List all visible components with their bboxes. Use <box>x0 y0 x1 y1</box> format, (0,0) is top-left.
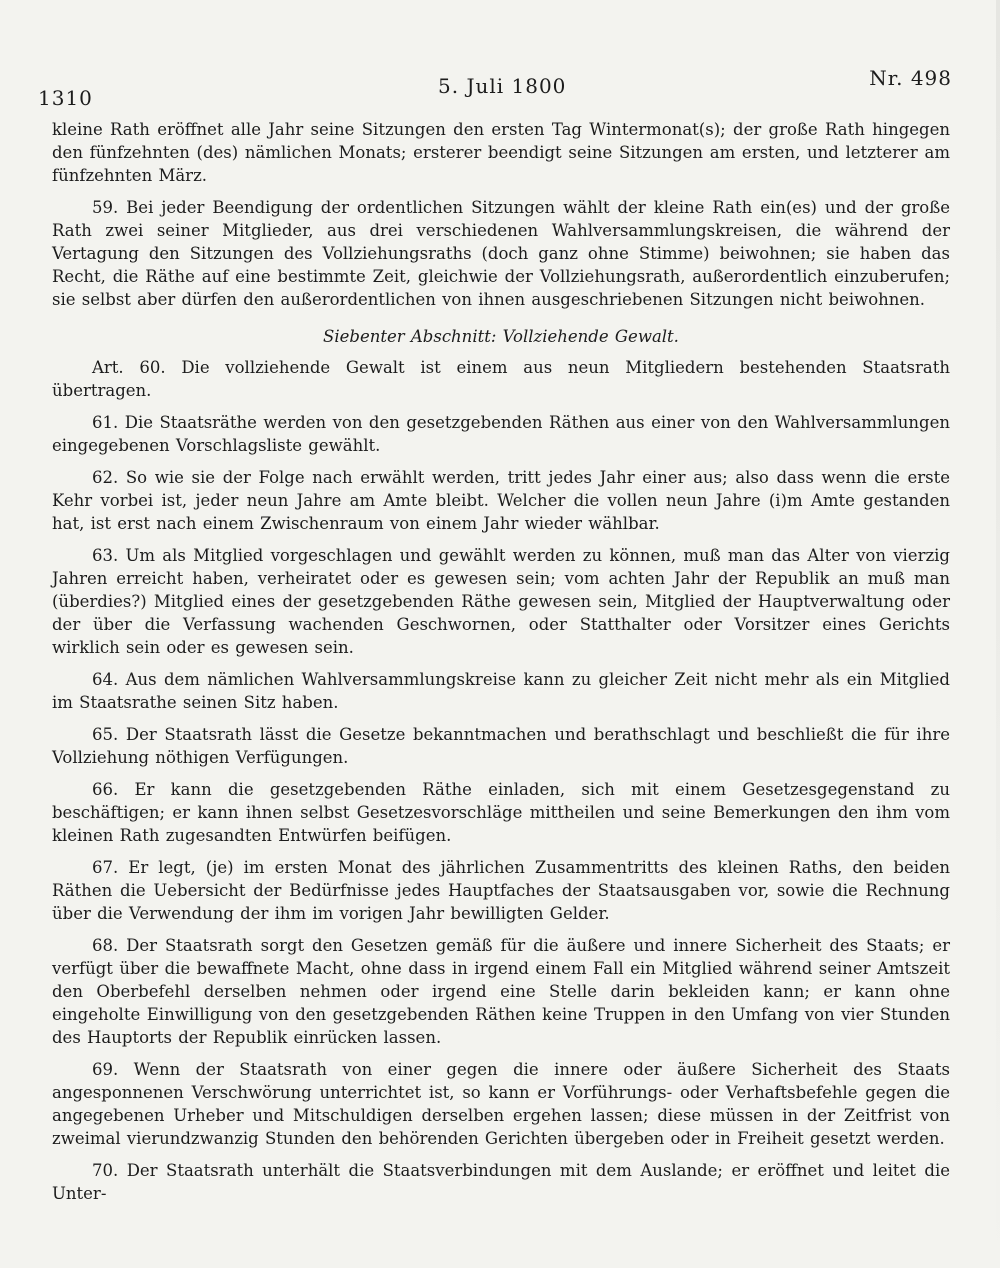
paragraph-art-70: 70. Der Staatsrath unterhält die Staatsverbindungen mit dem Auslande; er eröffnet und leitet die Unter- <box>52 1161 950 1203</box>
paragraph-art-61: 61. Die Staatsräthe werden von den gesetzgebenden Räthen aus einer von den Wahlversammlungen eingegebenen Vorschlagsliste gewählt. <box>52 413 950 455</box>
paragraph-art-68: 68. Der Staatsrath sorgt den Gesetzen gemäß für die äußere und innere Sicherheit des Staats; er verfügt über die bewaffnete Macht, ohne dass in irgend einem Fall ein Mitglied während seiner Amtszeit den Oberbefehl derselben nehmen oder irgend eine Stelle darin bekleiden kann; er kann ohne eingeholte Einwilligung von den gesetzgebenden Räthen keine Truppen in den Umfang von vier Stunden des Hauptorts der Republik einrücken lassen. <box>52 936 950 1047</box>
document-body <box>52 118 950 1214</box>
document-number: Nr. 498 <box>869 66 952 90</box>
paragraph-art-60: Art. 60. Die vollziehende Gewalt ist einem aus neun Mitgliedern bestehenden Staatsrath übertragen. <box>52 358 950 400</box>
paragraph-art-69: 69. Wenn der Staatsrath von einer gegen die innere oder äußere Sicherheit des Staats angesponnenen Verschwörung unterrichtet ist, so kann er Vorführungs- oder Verhaftsbefehle gegen die angegebenen Urheber und Mitschuldigen derselben ergehen lassen; diese müssen in der Zeitfrist von zweimal vierundzwanzig Stunden den behörenden Gerichten übergeben oder in Freiheit gesetzt werden. <box>52 1060 950 1148</box>
paragraph-art-64: 64. Aus dem nämlichen Wahlversammlungskreise kann zu gleicher Zeit nicht mehr als ein Mitglied im Staatsrathe seinen Sitz haben. <box>52 670 950 712</box>
paragraph-art-67: 67. Er legt, (je) im ersten Monat des jährlichen Zusammentritts des kleinen Raths, den beiden Räthen die Uebersicht der Bedürfnisse jedes Hauptfaches der Staatsausgaben vor, sowie die Rechnung über die Verwendung der ihm im vorigen Jahr bewilligten Gelder. <box>52 858 950 923</box>
paragraph-continuation: kleine Rath eröffnet alle Jahr seine Sitzungen den ersten Tag Wintermonat(s); der große Rath hingegen den fünfzehnten (des) nämlichen Monats; ersterer beendigt seine Sitzungen am ersten, und letzterer am fünfzehnten März. <box>52 120 950 185</box>
page-number: 1310 <box>38 86 93 110</box>
paragraph-art-66: 66. Er kann die gesetzgebenden Räthe einladen, sich mit einem Gesetzesgegenstand zu beschäftigen; er kann ihnen selbst Gesetzesvorschläge mittheilen und seine Bemerkungen den ihm vom kleinen Rath zugesandten Entwürfen beifügen. <box>52 780 950 845</box>
section-title: Siebenter Abschnitt: Vollziehende Gewalt. <box>323 327 679 346</box>
header-date: 5. Juli 1800 <box>438 74 567 98</box>
paragraph-art-65: 65. Der Staatsrath lässt die Gesetze bekanntmachen und berathschlagt und beschließt die für ihre Vollziehung nöthigen Verfügungen. <box>52 725 950 767</box>
paragraph-art-59: 59. Bei jeder Beendigung der ordentlichen Sitzungen wählt der kleine Rath ein(es) und der große Rath zwei seiner Mitglieder, aus drei verschiedenen Wahlversammlungskreisen, die während der Vertagung den Sitzungen des Vollziehungsraths (doch ganz ohne Stimme) beiwohnen; sie haben das Recht, die Räthe auf eine bestimmte Zeit, gleichwie der Vollziehungsrath, außerordentlich einzuberufen; sie selbst aber dürfen den außerordentlichen von ihnen ausgeschriebenen Sitzungen nicht beiwohnen. <box>52 198 950 309</box>
paragraph-art-62: 62. So wie sie der Folge nach erwählt werden, tritt jedes Jahr einer aus; also dass wenn die erste Kehr vorbei ist, jeder neun Jahre am Amte bleibt. Welcher die vollen neun Jahre (i)m Amte gestanden hat, ist erst nach einem Zwischenraum von einem Jahr wieder wählbar. <box>52 468 950 533</box>
paragraph-art-63: 63. Um als Mitglied vorgeschlagen und gewählt werden zu können, muß man das Alter von vierzig Jahren erreicht haben, verheiratet oder es gewesen sein; vom achten Jahr der Republik an muß man (überdies?) Mitglied eines der gesetzgebenden Räthe gewesen sein, Mitglied der Hauptverwaltung oder der über die Verfassung wachenden Geschwornen, oder Statthalter oder Vorsitzer eines Gerichts wirklich sein oder es gewesen sein. <box>52 546 950 657</box>
page-edge-shadow <box>996 0 1000 1268</box>
page-header <box>38 62 952 110</box>
